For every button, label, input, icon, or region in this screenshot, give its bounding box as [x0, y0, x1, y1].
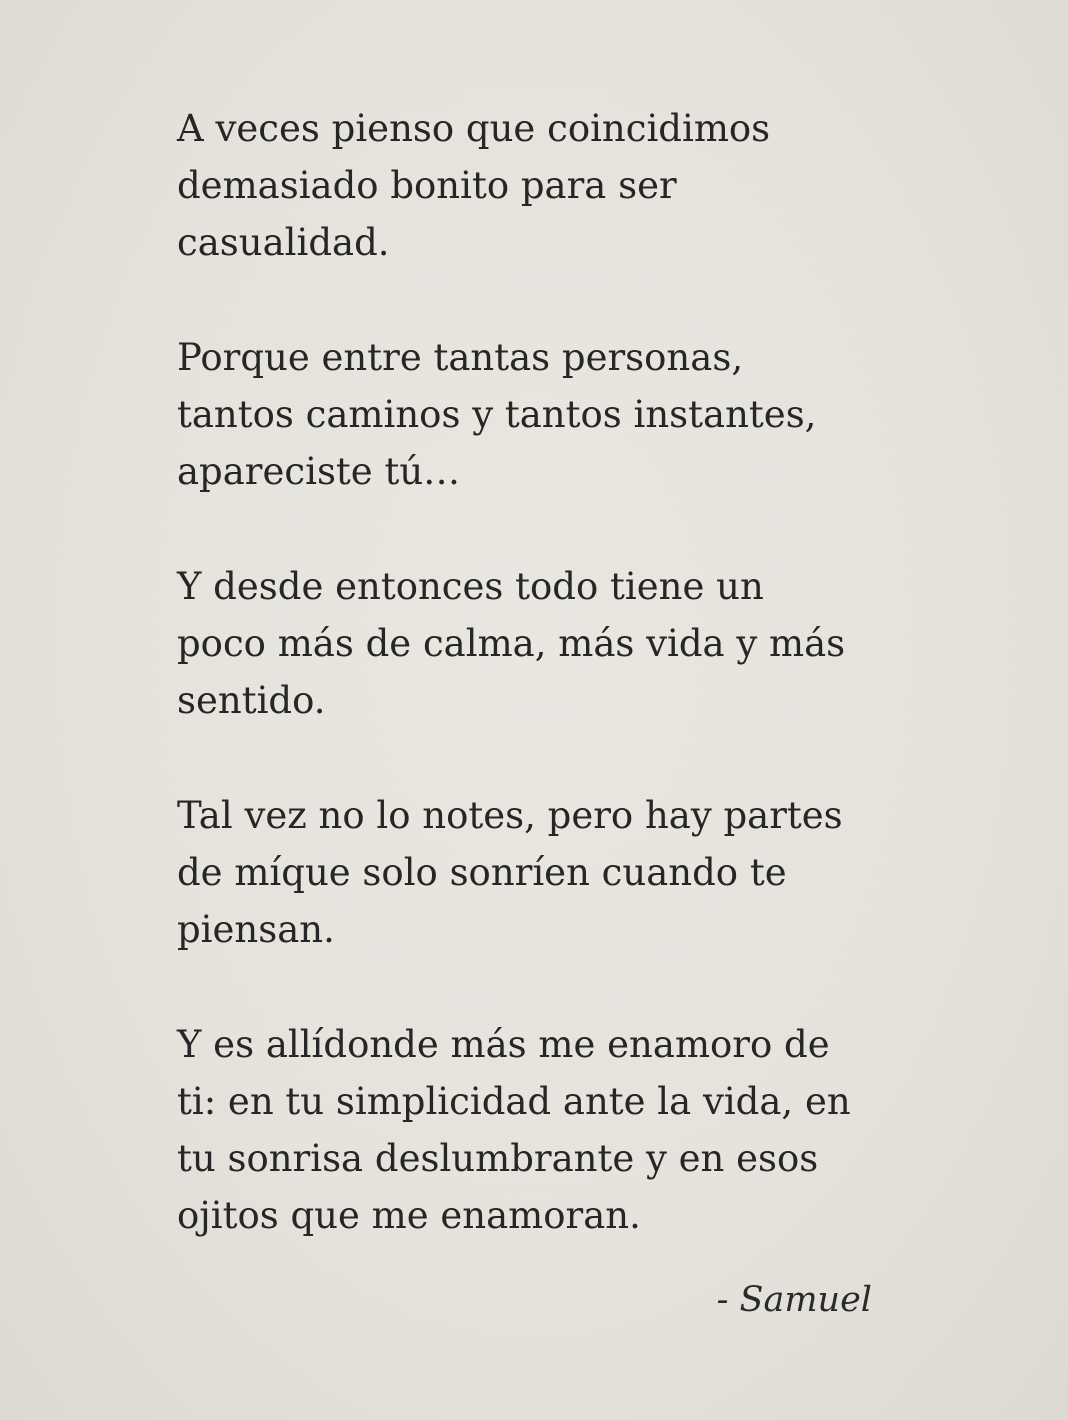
poem-text	[177, 100, 917, 1244]
stanza-2	[177, 329, 917, 500]
poem-line: Tal vez no lo notes, pero hay partes	[177, 794, 843, 837]
stanza-1	[177, 100, 917, 271]
poem-line: A veces pienso que coincidimos	[177, 107, 771, 150]
poem-line: sentido.	[177, 679, 326, 722]
poem-line: ojitos que me enamoran.	[177, 1194, 641, 1237]
poem-line: demasiado bonito para ser	[177, 164, 677, 207]
stanza-4	[177, 787, 917, 958]
poem-line: casualidad.	[177, 221, 390, 264]
stanza-5	[177, 1016, 917, 1244]
poem-line: tu sonrisa deslumbrante y en esos	[177, 1137, 819, 1180]
poem-line: poco más de calma, más vida y más	[177, 622, 846, 665]
poem-line: Y es allídonde más me enamoro de	[177, 1023, 830, 1066]
poem-line: de míque solo sonríen cuando te	[177, 851, 787, 894]
poem-line: tantos caminos y tantos instantes,	[177, 393, 817, 436]
author-signature: - Samuel	[716, 1280, 872, 1320]
poem-line: Porque entre tantas personas,	[177, 336, 744, 379]
poem-line: Y desde entonces todo tiene un	[177, 565, 764, 608]
poem-line: ti: en tu simplicidad ante la vida, en	[177, 1080, 851, 1123]
poem-line: apareciste tú…	[177, 450, 461, 493]
poem-line: piensan.	[177, 908, 335, 951]
stanza-3	[177, 558, 917, 729]
